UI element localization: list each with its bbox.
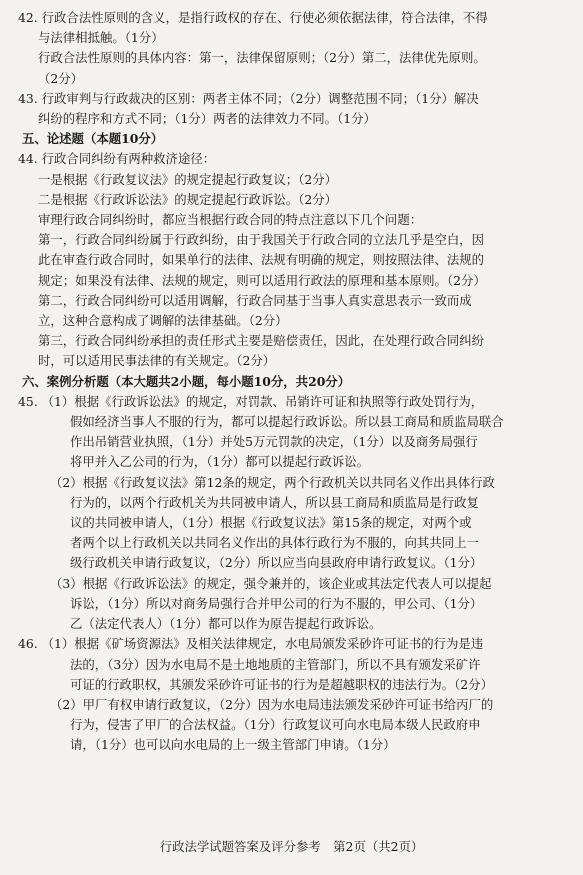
- text-line: 一是根据《行政复议法》的规定提起行政复议；（2分）: [38, 171, 338, 187]
- text-line: 可证的行政职权，其颁发采砂许可证书的行为是超越职权的违法行为。（2分）: [70, 676, 493, 692]
- text-line: 此在审查行政合同时，如果单行的法律、法规有明确的规定，则按照法律、法规的: [38, 252, 485, 268]
- text-line: 44. 行政合同纠纷有两种救济途径：: [18, 151, 216, 167]
- text-line: 第一，行政合同纠纷属于行政纠纷，由于我国关于行政合同的立法几乎是空白，因: [38, 232, 485, 248]
- text-line: （3）根据《行政诉讼法》的规定，强令兼并的，该企业或其法定代表人可以提起: [50, 575, 492, 591]
- page-footer: 行政法学试题答案及评分参考 第2页（共2页）: [159, 839, 424, 854]
- text-line: 作出吊销营业执照，（1分）并处5万元罚款的决定，（1分）以及商务局强行: [70, 434, 478, 450]
- text-line: 43. 行政审判与行政裁决的区别：两者主体不同；（2分）调整范围不同；（1分）解决: [18, 90, 479, 106]
- text-line: 行为，侵害了甲厂的合法权益。（1分）行政复议可向水电局本级人民政府申: [70, 717, 481, 733]
- text-line: 假如经济当事人不服的行为，都可以提起行政诉讼。所以县工商局和质监局联合: [70, 414, 504, 430]
- text-line: 五、论述题（本题10分）: [22, 131, 164, 147]
- text-line: 与法律相抵触。（1分）: [38, 30, 164, 46]
- text-line: 级行政机关申请行政复议，（2分）所以应当向县政府申请行政复议。（1分）: [70, 555, 483, 571]
- text-line: 二是根据《行政诉讼法》的规定提起行政诉讼。（2分）: [38, 191, 338, 207]
- text-line: 行为的，以两个行政机关为共同被申请人，所以县工商局和质监局是行政复: [70, 494, 479, 510]
- text-line: 者两个以上行政机关以共同名义作出的具体行政行为不服的，向其共同上一: [70, 535, 479, 551]
- text-line: 纠纷的程序和方式不同；（1分）两者的法律效力不同。（1分）: [38, 111, 376, 127]
- text-line: 42. 行政合法性原则的含义，是指行政权的存在、行使必须依据法律，符合法律，不得: [18, 10, 488, 25]
- answer-content: [18, 8, 549, 756]
- text-line: 行政合法性原则的具体内容：第一，法律保留原则；（2分）第二，法律优先原则。: [38, 50, 486, 66]
- text-line: 法的，（3分）因为水电局不是土地地质的主管部门，所以不具有颁发采矿许: [70, 656, 481, 672]
- text-line: 六、案例分析题（本大题共2小题，每小题10分，共20分）: [22, 373, 351, 389]
- text-line: 46. （1）根据《矿场资源法》及相关法律规定，水电局颁发采砂许可证书的行为是违: [18, 636, 484, 652]
- text-line: 诉讼，（1分）所以对商务局强行合并甲公司的行为不服的，甲公司、（1分）: [70, 595, 483, 611]
- text-line: 将甲并入乙公司的行为，（1分）都可以提起行政诉讼。: [70, 454, 370, 470]
- text-line: （2分）: [38, 70, 84, 86]
- text-line: 请，（1分）也可以向水电局的上一级主管部门申请。（1分）: [70, 737, 396, 753]
- text-line: （2）根据《行政复议法》第12条的规定，两个行政机关以共同名义作出具体行政: [50, 474, 495, 490]
- text-line: 议的共同被申请人，（1分）根据《行政复议法》第15条的规定，对两个或: [70, 515, 472, 531]
- text-line: 时，可以适用民事法律的有关规定。（2分）: [38, 353, 276, 369]
- text-line: （2）甲厂有权申请行政复议，（2分）因为水电局违法颁发采砂许可证书给丙厂的: [50, 696, 494, 712]
- text-line: 第二，行政合同纠纷可以适用调解，行政合同基于当事人真实意思表示一致而成: [38, 292, 472, 308]
- text-line: 乙（法定代表人）（1分）都可以作为原告提起行政诉讼。: [70, 616, 382, 632]
- text-line: 第三，行政合同纠纷承担的责任形式主要是赔偿责任，因此，在处理行政合同纠纷: [38, 333, 485, 349]
- text-line: 立，这种合意构成了调解的法律基础。（2分）: [38, 313, 288, 329]
- text-line: 45. （1）根据《行政诉讼法》的规定，对罚款、吊销许可证和执照等行政处罚行为，: [18, 393, 484, 409]
- text-line: 规定；如果没有法律、法规的规定，则可以适用行政法的原理和基本原则。（2分）: [38, 272, 486, 288]
- text-line: 审理行政合同纠纷时，都应当根据行政合同的特点注意以下几个问题：: [38, 212, 423, 228]
